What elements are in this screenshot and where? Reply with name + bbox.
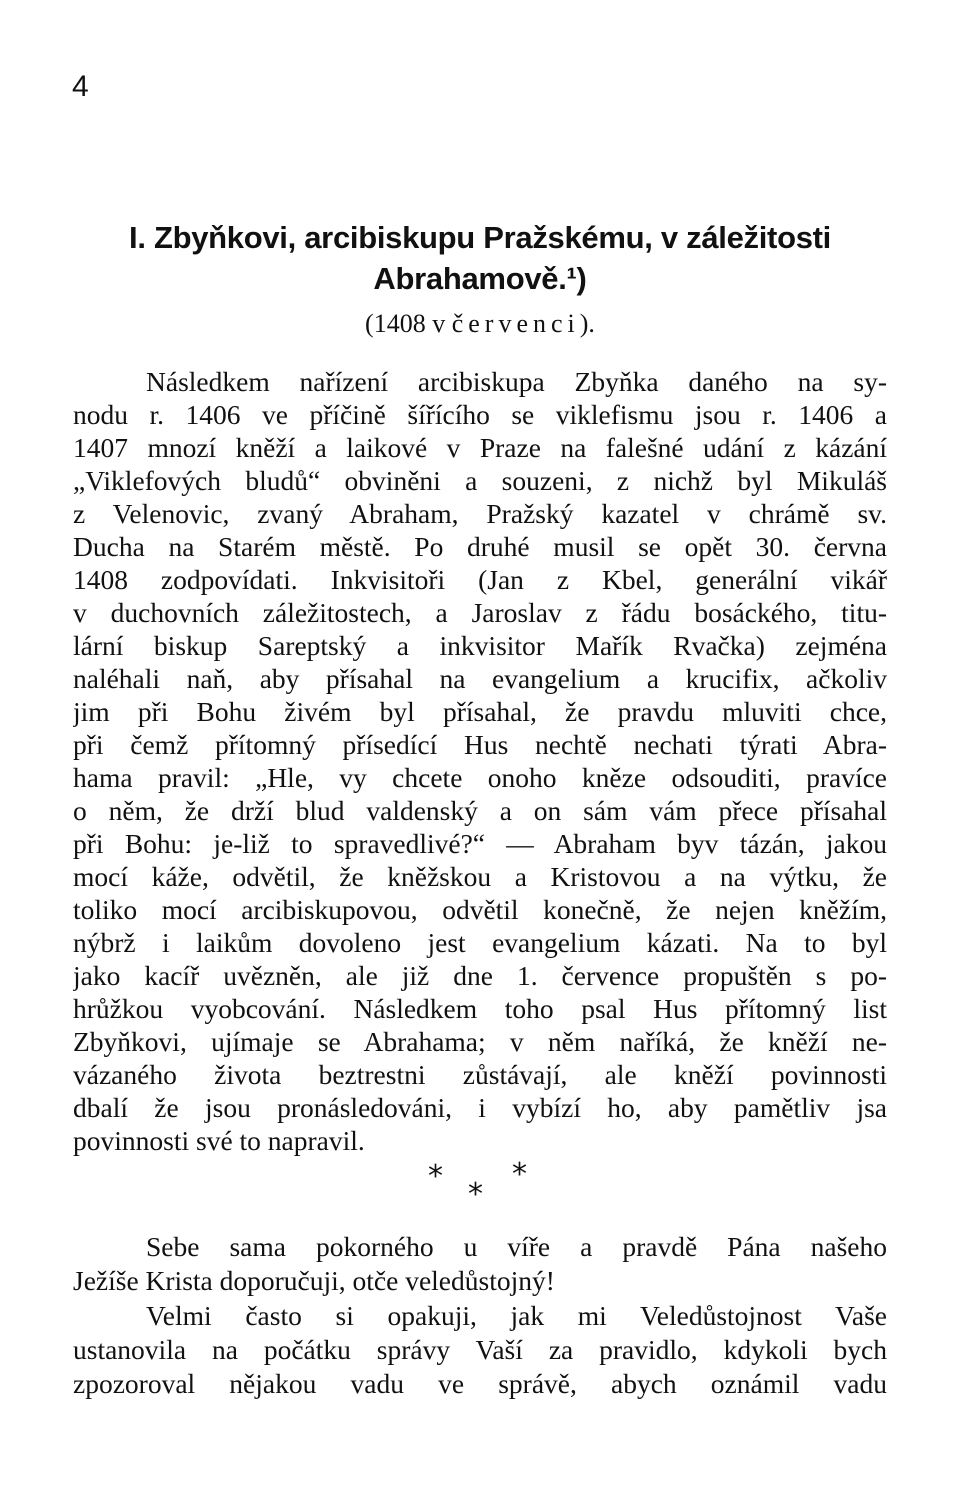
intro-line: z Velenovic, zvaný Abraham, Pražský kazatel v chrámě sv. — [73, 498, 887, 529]
intro-line: lární biskup Sareptský a inkvisitor Mařík Rvačka) zejména — [73, 630, 887, 661]
intro-line: toliko mocí arcibiskupovou, odvětil konečně, že nejen kněžím, — [73, 894, 887, 925]
intro-line: nýbrž i laikům dovoleno jest evangelium kázati. Na to byl — [73, 927, 887, 958]
intro-line: „Viklefových bludů“ obviněni a souzeni, z nichž byl Mikuláš — [73, 465, 887, 496]
dateline-close: ). — [579, 309, 595, 338]
intro-line: při čemž přítomný přísedící Hus nechtě nechati týrati Abra- — [73, 729, 887, 760]
dateline-open: (1408 v — [365, 309, 452, 338]
intro-line: dbalí že jsou pronásledováni, i vybízí ho, aby pamětliv jsa — [73, 1092, 887, 1123]
letter-line: Sebe sama pokorného u víře a pravdě Pána našeho — [146, 1231, 887, 1262]
intro-line: 1408 zodpovídati. Inkvisitoři (Jan z Kbel, generální vikář — [73, 564, 887, 595]
intro-line: Následkem nařízení arcibiskupa Zbyňka daného na sy- — [146, 366, 887, 397]
page-number: 4 — [72, 70, 89, 103]
intro-line: o něm, že drží blud valdenský a on sám vám přece přísahal — [73, 795, 887, 826]
intro-line: jako kacíř uvězněn, ale již dne 1. července propuštěn s po- — [73, 960, 887, 991]
letter-line: zpozoroval nějakou vadu ve správě, abych oznámil vadu — [73, 1368, 887, 1399]
intro-line: 1407 mnozí kněží a laikové v Praze na falešné udání z kázání — [73, 432, 887, 463]
intro-line: jim při Bohu živém byl přísahal, že pravdu mluviti chce, — [73, 696, 887, 727]
dateline-month: červenci — [451, 309, 580, 338]
asterisk-icon: * — [512, 1157, 527, 1192]
intro-line: při Bohu: je-liž to spravedlivé?“ — Abraham byv tázán, jakou — [73, 828, 887, 859]
intro-line: Zbyňkovi, ujímaje se Abrahama; v něm naříká, že kněží ne- — [73, 1026, 887, 1057]
chapter-heading-line-2: Abrahamově.¹) — [373, 261, 587, 296]
intro-line: naléhali naň, aby přísahal na evangelium a krucifix, ačkoliv — [73, 663, 887, 694]
intro-line: nodu r. 1406 ve příčině šířícího se viklefismu jsou r. 1406 a — [73, 399, 887, 430]
asterisk-icon: * — [428, 1159, 443, 1194]
chapter-heading-line-1: I. Zbyňkovi, arcibiskupu Pražskému, v záležitosti — [129, 220, 831, 255]
intro-line: v duchovních záležitostech, a Jaroslav z řádu bosáckého, titu- — [73, 597, 887, 628]
intro-line: Ducha na Starém městě. Po druhé musil se opět 30. června — [73, 531, 887, 562]
intro-line: hrůžkou vyobcování. Následkem toho psal Hus přítomný list — [73, 993, 887, 1024]
asterisk-icon: * — [468, 1177, 483, 1212]
intro-line: vázaného života beztrestni zůstávají, ale kněží povinnosti — [73, 1059, 887, 1090]
letter-line: Velmi často si opakuji, jak mi Veledůstojnost Vaše — [146, 1300, 887, 1331]
letter-line: ustanovila na počátku správy Vaší za pravidlo, kdykoli bych — [73, 1334, 887, 1365]
intro-line: povinnosti své to napravil. — [73, 1125, 365, 1156]
letter-line: Ježíše Krista doporučuji, otče veledůstojný! — [73, 1265, 555, 1296]
intro-line: mocí káže, odvětil, že kněžskou a Kristovou a na výtku, že — [73, 861, 887, 892]
dateline — [72, 307, 888, 341]
intro-line: hama pravil: „Hle, vy chcete onoho kněze odsouditi, pravíce — [73, 762, 887, 793]
